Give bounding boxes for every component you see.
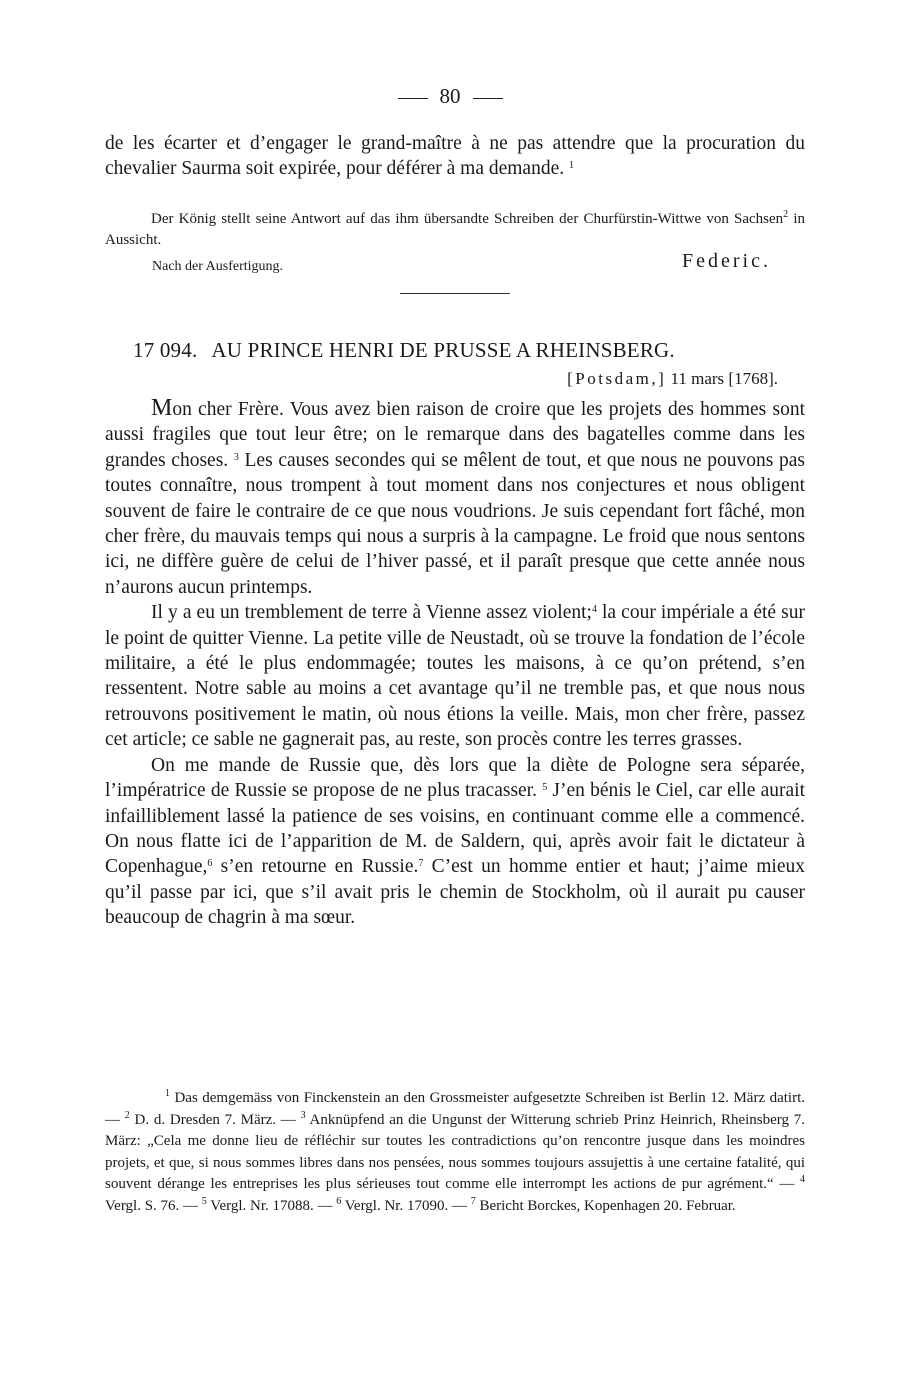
page-number: 80 (439, 84, 461, 108)
footnote-mark-1: 1 (165, 1088, 170, 1099)
footnote-ref-3: 3 (233, 451, 239, 463)
footnote-mark-5: 5 (201, 1195, 207, 1207)
footnote-mark-7: 7 (470, 1195, 476, 1207)
paragraph-3-text-d: C’est un homme entier et haut; j’aime mieux qu’il passe par ici, que s’il avait pris le chemin de Stockholm, où il aurait pu causer beaucoup de chagrin à ma sœur. (105, 856, 805, 929)
paragraph-3-text-a: On me mande de Russie que, dès lors que la diète de Pologne sera séparée, l’impératrice de Russie se propose de ne plus tracasser. (105, 754, 805, 802)
footnote-5-text: Vergl. Nr. 17088. — (206, 1197, 337, 1214)
paragraph-1-text-b: Les causes secondes qui se mêlent de tout, et que nous ne pouvons pas toutes connaître, nous trompent à tout moment dans nos conjectures et nous obligent souvent de faire le contraire de ce que nous voudrions. Je suis cependant fort fâché, mon cher frère, du mauvais temps qui nous a surpris à la campagne. Le froid que nous sentons ici, ne diffère guère de celui de l’hiver passé, et il paraît presque que cette année nous n’aurons aucun printemps. (105, 449, 805, 598)
footnote-ref-1: 1 (569, 160, 574, 172)
paragraph-3-text-c: s’en retourne en Russie. (212, 856, 419, 878)
section-divider (400, 293, 510, 294)
footnote-ref-2: 2 (783, 209, 789, 220)
footnote-4-text: Vergl. S. 76. — (105, 1197, 202, 1214)
footnotes (105, 1088, 805, 1218)
paragraph-2-text-a: Il y a eu un tremblement de terre à Vienne assez violent; (151, 602, 592, 624)
footnote-mark-4: 4 (800, 1174, 805, 1186)
header-dash-left (398, 98, 428, 99)
letter-dateline (567, 369, 778, 389)
footnote-ref-4: 4 (591, 604, 597, 616)
signature: Federic. (682, 250, 771, 272)
letter-number: 17 094. (133, 338, 198, 362)
continuation-text: de les écarter et d’engager le grand-maître à ne pas attendre que la procuration du chevalier Saurma soit expirée, pour déférer à ma demande. (105, 133, 805, 180)
letter-body (105, 396, 805, 931)
letter-title: AU PRINCE HENRI DE PRUSSE A RHEINSBERG. (211, 338, 675, 362)
footnote-2-text: D. d. Dresden 7. März. — (129, 1111, 301, 1128)
footnote-1-text: Das demgemäss von Finckenstein an den Grossmeister aufgesetzte Schreiben ist Berlin 12. März datirt. — (105, 1090, 805, 1128)
letter-place: [Potsdam,] (567, 369, 667, 388)
footnote-7-text: Bericht Borckes, Kopenhagen 20. Februar. (475, 1197, 736, 1214)
summary-text-2: in Aussicht. (105, 211, 805, 248)
continuation-paragraph (105, 131, 805, 182)
paragraph-3-text-b: J’en bénis le Ciel, car elle aurait infailliblement lassé la patience de ses voisins, en continuant comme elle a commencé. On nous flatte ici de l’apparition de M. de Saldern, qui, après avoir fait le dictateur à Copenhague, (105, 780, 805, 878)
summary-text-1: Der König stellt seine Antwort auf das ihm übersandte Schreiben der Churfürstin-Wittwe von Sachsen (151, 211, 784, 227)
paragraph-2-text-b: la cour impériale a été sur le point de quitter Vienne. La petite ville de Neustadt, où se trouve la fondation de l’école militaire, a été le plus endommagée; toutes les maisons, à ce qu’on prétend, s’en ressentent. Notre sable au moins a cet avantage qu’il ne tremble pas, et que nous nous retrouvons positivement le matin, où nous étions la veille. Mais, mon cher frère, passez cet article; ce sable ne gagnerait pas, au reste, son procès contre les terres grasses. (105, 602, 805, 751)
letter-paragraph-3 (105, 753, 805, 931)
footnote-mark-2: 2 (124, 1109, 130, 1121)
header-dash-right (473, 98, 503, 99)
footnote-ref-5: 5 (542, 782, 548, 794)
letter-heading (133, 338, 675, 363)
footnote-mark-6: 6 (336, 1195, 342, 1207)
footnote-ref-6: 6 (207, 858, 213, 870)
footnote-mark-3: 3 (300, 1109, 306, 1121)
footnote-6-text: Vergl. Nr. 17090. — (341, 1197, 471, 1214)
letter-paragraph-2 (105, 600, 805, 752)
letter-date: 11 mars [1768]. (666, 369, 778, 388)
footnote-3-text: Anknüpfend an die Ungunst der Witterung schrieb Prinz Heinrich, Rheinsberg 7. März: „Cela me donne lieu de réfléchir sur toutes les contradictions qu’on rencontre jusque dans les moindres projets, et que, si nous sommes libres dans nos pensées, nous sommes toujours assujettis à une certaine fatalité, qui souvent dérange les entreprises les plus sérieuses tout comme elle interrompt les actions de pur agrément.“ — (105, 1111, 806, 1193)
dropcap: M (151, 395, 173, 421)
paragraph-1-text-a: on cher Frère. Vous avez bien raison de croire que les projets des hommes sont aussi fragiles que tout leur être; on le remarque dans des bagatelles comme dans les grandes choses. (105, 399, 805, 471)
footnote-ref-7: 7 (418, 858, 424, 870)
running-header (0, 84, 900, 109)
letter-paragraph-1 (105, 396, 805, 600)
source-note: Nach der Ausfertigung. (152, 259, 284, 274)
summary-note (105, 209, 805, 251)
